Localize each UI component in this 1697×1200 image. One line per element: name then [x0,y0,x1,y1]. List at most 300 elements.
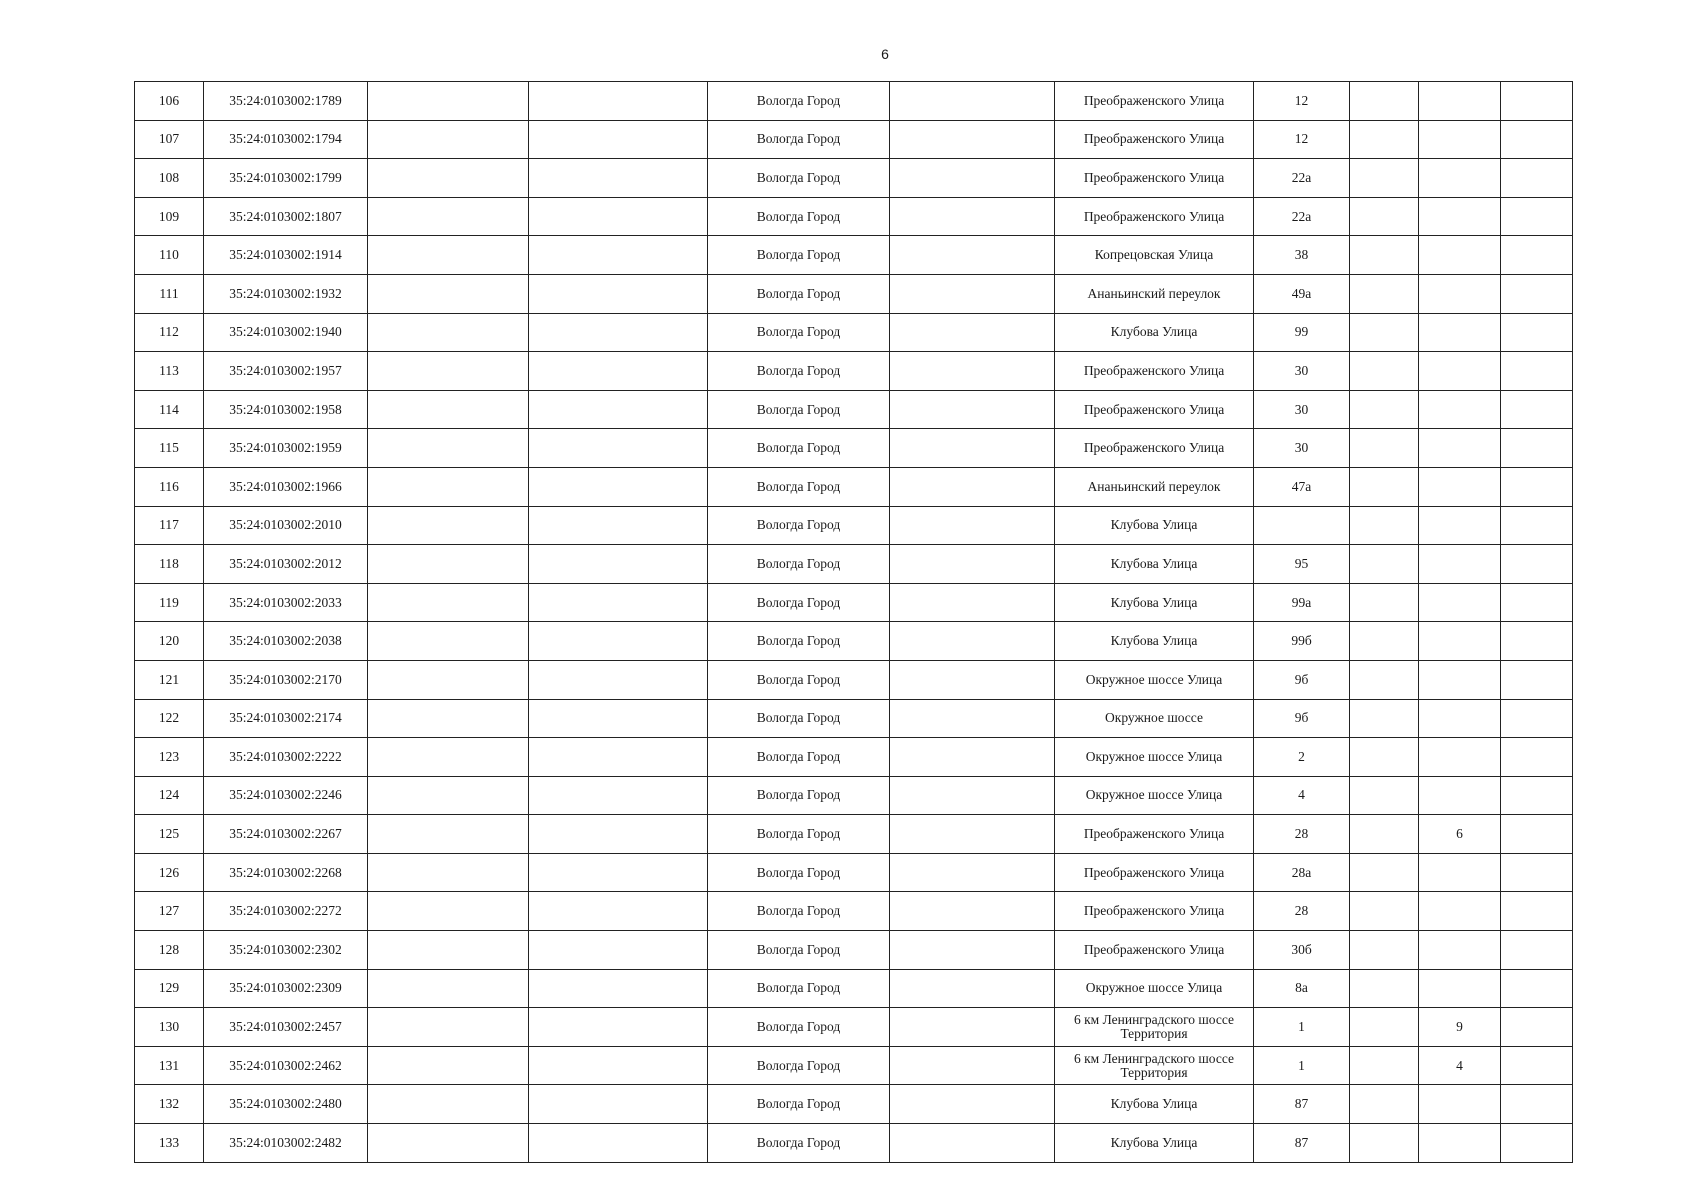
street-cell: Ананьинский переулок [1055,467,1254,506]
locality-cell: Вологда Город [708,313,890,352]
house-number-cell: 87 [1254,1085,1350,1124]
table-row [135,1085,1573,1124]
apartment-cell [1419,1124,1501,1163]
empty-cell-4 [529,776,708,815]
house-number-cell: 47а [1254,467,1350,506]
street-cell: Клубова Улица [1055,313,1254,352]
empty-cell-9 [1350,892,1419,931]
empty-cell-4 [529,1046,708,1085]
empty-cell-4 [529,506,708,545]
apartment-cell [1419,892,1501,931]
empty-cell-6 [890,197,1055,236]
table-body [135,82,1573,1163]
locality-cell: Вологда Город [708,545,890,584]
locality-cell: Вологда Город [708,120,890,159]
table-row [135,467,1573,506]
page-number: 6 [881,46,889,62]
house-number-cell: 87 [1254,1124,1350,1163]
row-number-cell: 109 [135,197,204,236]
empty-cell-9 [1350,776,1419,815]
empty-cell-4 [529,738,708,777]
apartment-cell [1419,738,1501,777]
house-number-cell: 28 [1254,815,1350,854]
cadastral-number-cell: 35:24:0103002:2272 [204,892,368,931]
locality-cell: Вологда Город [708,274,890,313]
empty-cell-11 [1501,506,1573,545]
empty-cell-3 [368,931,529,970]
empty-cell-6 [890,352,1055,391]
street-cell: Преображенского Улица [1055,931,1254,970]
empty-cell-4 [529,82,708,121]
street-cell: Окружное шоссе [1055,699,1254,738]
empty-cell-9 [1350,236,1419,275]
cadastral-number-cell: 35:24:0103002:2012 [204,545,368,584]
empty-cell-11 [1501,313,1573,352]
house-number-cell: 38 [1254,236,1350,275]
cadastral-number-cell: 35:24:0103002:2267 [204,815,368,854]
locality-cell: Вологда Город [708,892,890,931]
house-number-cell: 2 [1254,738,1350,777]
locality-cell: Вологда Город [708,429,890,468]
empty-cell-4 [529,969,708,1008]
table-row [135,313,1573,352]
house-number-cell: 22а [1254,197,1350,236]
table-row [135,815,1573,854]
apartment-cell [1419,467,1501,506]
cadastral-number-cell: 35:24:0103002:2246 [204,776,368,815]
empty-cell-9 [1350,853,1419,892]
cadastral-number-cell: 35:24:0103002:1794 [204,120,368,159]
empty-cell-4 [529,815,708,854]
street-cell: Окружное шоссе Улица [1055,738,1254,777]
empty-cell-9 [1350,313,1419,352]
empty-cell-9 [1350,738,1419,777]
table-row [135,506,1573,545]
apartment-cell [1419,622,1501,661]
cadastral-number-cell: 35:24:0103002:1966 [204,467,368,506]
empty-cell-4 [529,1008,708,1047]
apartment-cell [1419,120,1501,159]
table-row [135,583,1573,622]
locality-cell: Вологда Город [708,1085,890,1124]
cadastral-number-cell: 35:24:0103002:2033 [204,583,368,622]
row-number-cell: 130 [135,1008,204,1047]
empty-cell-11 [1501,583,1573,622]
empty-cell-6 [890,583,1055,622]
empty-cell-6 [890,390,1055,429]
row-number-cell: 128 [135,931,204,970]
empty-cell-3 [368,506,529,545]
empty-cell-4 [529,892,708,931]
table-row [135,699,1573,738]
house-number-cell: 22а [1254,159,1350,198]
empty-cell-6 [890,82,1055,121]
empty-cell-6 [890,853,1055,892]
house-number-cell: 28а [1254,853,1350,892]
street-cell: Преображенского Улица [1055,429,1254,468]
row-number-cell: 108 [135,159,204,198]
empty-cell-11 [1501,931,1573,970]
empty-cell-3 [368,1085,529,1124]
empty-cell-6 [890,738,1055,777]
table-row [135,853,1573,892]
table-row [135,82,1573,121]
locality-cell: Вологда Город [708,931,890,970]
empty-cell-4 [529,467,708,506]
locality-cell: Вологда Город [708,506,890,545]
row-number-cell: 106 [135,82,204,121]
locality-cell: Вологда Город [708,467,890,506]
street-cell: 6 км Ленинградского шоссе Территория [1055,1008,1254,1047]
empty-cell-3 [368,583,529,622]
empty-cell-3 [368,699,529,738]
street-cell: Окружное шоссе Улица [1055,660,1254,699]
row-number-cell: 129 [135,969,204,1008]
empty-cell-9 [1350,274,1419,313]
cadastral-number-cell: 35:24:0103002:1940 [204,313,368,352]
empty-cell-6 [890,467,1055,506]
street-cell: Преображенского Улица [1055,352,1254,391]
empty-cell-6 [890,969,1055,1008]
house-number-cell: 1 [1254,1046,1350,1085]
empty-cell-6 [890,545,1055,584]
empty-cell-6 [890,120,1055,159]
cadastral-number-cell: 35:24:0103002:1959 [204,429,368,468]
empty-cell-11 [1501,197,1573,236]
street-cell: Преображенского Улица [1055,892,1254,931]
empty-cell-4 [529,583,708,622]
row-number-cell: 112 [135,313,204,352]
cadastral-number-cell: 35:24:0103002:2482 [204,1124,368,1163]
street-cell: Окружное шоссе Улица [1055,969,1254,1008]
empty-cell-4 [529,853,708,892]
empty-cell-11 [1501,274,1573,313]
empty-cell-11 [1501,1085,1573,1124]
row-number-cell: 114 [135,390,204,429]
apartment-cell [1419,506,1501,545]
empty-cell-3 [368,120,529,159]
house-number-cell: 8а [1254,969,1350,1008]
table-row [135,776,1573,815]
empty-cell-6 [890,815,1055,854]
cadastral-number-cell: 35:24:0103002:2462 [204,1046,368,1085]
empty-cell-4 [529,390,708,429]
locality-cell: Вологда Город [708,1008,890,1047]
table-row [135,352,1573,391]
row-number-cell: 125 [135,815,204,854]
cadastral-number-cell: 35:24:0103002:1957 [204,352,368,391]
cadastral-number-cell: 35:24:0103002:2480 [204,1085,368,1124]
apartment-cell [1419,390,1501,429]
empty-cell-6 [890,274,1055,313]
empty-cell-11 [1501,815,1573,854]
house-number-cell: 9б [1254,660,1350,699]
empty-cell-3 [368,1046,529,1085]
locality-cell: Вологда Город [708,390,890,429]
empty-cell-6 [890,159,1055,198]
locality-cell: Вологда Город [708,82,890,121]
empty-cell-9 [1350,506,1419,545]
street-cell: Преображенского Улица [1055,159,1254,198]
locality-cell: Вологда Город [708,1046,890,1085]
street-cell: Преображенского Улица [1055,853,1254,892]
cadastral-number-cell: 35:24:0103002:2222 [204,738,368,777]
empty-cell-6 [890,660,1055,699]
empty-cell-6 [890,429,1055,468]
house-number-cell: 99а [1254,583,1350,622]
row-number-cell: 117 [135,506,204,545]
street-cell: Преображенского Улица [1055,197,1254,236]
street-cell: Клубова Улица [1055,545,1254,584]
apartment-cell [1419,699,1501,738]
apartment-cell [1419,313,1501,352]
empty-cell-4 [529,197,708,236]
empty-cell-6 [890,506,1055,545]
empty-cell-9 [1350,82,1419,121]
row-number-cell: 121 [135,660,204,699]
row-number-cell: 133 [135,1124,204,1163]
empty-cell-11 [1501,82,1573,121]
locality-cell: Вологда Город [708,815,890,854]
cadastral-number-cell: 35:24:0103002:2457 [204,1008,368,1047]
empty-cell-9 [1350,969,1419,1008]
empty-cell-3 [368,197,529,236]
empty-cell-4 [529,931,708,970]
empty-cell-6 [890,622,1055,661]
table-row [135,738,1573,777]
empty-cell-6 [890,1046,1055,1085]
locality-cell: Вологда Город [708,738,890,777]
row-number-cell: 115 [135,429,204,468]
cadastral-number-cell: 35:24:0103002:2038 [204,622,368,661]
locality-cell: Вологда Город [708,969,890,1008]
apartment-cell [1419,931,1501,970]
row-number-cell: 116 [135,467,204,506]
empty-cell-11 [1501,390,1573,429]
empty-cell-11 [1501,1124,1573,1163]
table-row [135,1046,1573,1085]
empty-cell-9 [1350,429,1419,468]
empty-cell-3 [368,274,529,313]
table-row [135,1008,1573,1047]
empty-cell-3 [368,892,529,931]
street-cell: Клубова Улица [1055,622,1254,661]
empty-cell-3 [368,815,529,854]
empty-cell-3 [368,660,529,699]
empty-cell-9 [1350,1124,1419,1163]
cadastral-number-cell: 35:24:0103002:2302 [204,931,368,970]
empty-cell-4 [529,274,708,313]
empty-cell-6 [890,931,1055,970]
empty-cell-6 [890,776,1055,815]
empty-cell-9 [1350,815,1419,854]
house-number-cell: 9б [1254,699,1350,738]
table-row [135,236,1573,275]
apartment-cell [1419,1085,1501,1124]
empty-cell-3 [368,236,529,275]
street-cell: Копрецовская Улица [1055,236,1254,275]
row-number-cell: 107 [135,120,204,159]
empty-cell-11 [1501,892,1573,931]
empty-cell-11 [1501,853,1573,892]
empty-cell-4 [529,1085,708,1124]
empty-cell-11 [1501,1008,1573,1047]
empty-cell-6 [890,1085,1055,1124]
house-number-cell: 99 [1254,313,1350,352]
apartment-cell [1419,969,1501,1008]
empty-cell-9 [1350,197,1419,236]
locality-cell: Вологда Город [708,660,890,699]
empty-cell-11 [1501,776,1573,815]
house-number-cell: 95 [1254,545,1350,584]
empty-cell-4 [529,545,708,584]
table-row [135,660,1573,699]
apartment-cell: 9 [1419,1008,1501,1047]
row-number-cell: 124 [135,776,204,815]
empty-cell-11 [1501,622,1573,661]
house-number-cell: 30 [1254,390,1350,429]
street-cell: 6 км Ленинградского шоссе Территория [1055,1046,1254,1085]
locality-cell: Вологда Город [708,583,890,622]
locality-cell: Вологда Город [708,1124,890,1163]
apartment-cell [1419,352,1501,391]
locality-cell: Вологда Город [708,699,890,738]
apartment-cell [1419,545,1501,584]
apartment-cell [1419,82,1501,121]
empty-cell-3 [368,545,529,584]
empty-cell-11 [1501,467,1573,506]
apartment-cell: 4 [1419,1046,1501,1085]
empty-cell-9 [1350,545,1419,584]
empty-cell-4 [529,120,708,159]
empty-cell-11 [1501,429,1573,468]
empty-cell-3 [368,82,529,121]
table-row [135,931,1573,970]
row-number-cell: 123 [135,738,204,777]
street-cell: Преображенского Улица [1055,815,1254,854]
table-row [135,545,1573,584]
locality-cell: Вологда Город [708,853,890,892]
empty-cell-3 [368,1008,529,1047]
apartment-cell [1419,776,1501,815]
table-row [135,1124,1573,1163]
locality-cell: Вологда Город [708,197,890,236]
cadastral-number-cell: 35:24:0103002:2170 [204,660,368,699]
empty-cell-6 [890,1008,1055,1047]
empty-cell-6 [890,1124,1055,1163]
empty-cell-4 [529,699,708,738]
street-cell: Преображенского Улица [1055,120,1254,159]
empty-cell-3 [368,352,529,391]
table-row [135,159,1573,198]
row-number-cell: 111 [135,274,204,313]
table-row [135,120,1573,159]
row-number-cell: 132 [135,1085,204,1124]
cadastral-number-cell: 35:24:0103002:1789 [204,82,368,121]
apartment-cell [1419,274,1501,313]
house-number-cell: 4 [1254,776,1350,815]
street-cell: Преображенского Улица [1055,390,1254,429]
apartment-cell [1419,583,1501,622]
empty-cell-3 [368,853,529,892]
table-row [135,429,1573,468]
row-number-cell: 118 [135,545,204,584]
empty-cell-9 [1350,159,1419,198]
table-row [135,622,1573,661]
empty-cell-9 [1350,699,1419,738]
empty-cell-9 [1350,390,1419,429]
empty-cell-9 [1350,931,1419,970]
row-number-cell: 120 [135,622,204,661]
empty-cell-3 [368,467,529,506]
apartment-cell [1419,660,1501,699]
empty-cell-11 [1501,699,1573,738]
empty-cell-9 [1350,660,1419,699]
empty-cell-6 [890,236,1055,275]
house-number-cell: 99б [1254,622,1350,661]
empty-cell-3 [368,429,529,468]
empty-cell-6 [890,699,1055,738]
house-number-cell: 12 [1254,82,1350,121]
cadastral-number-cell: 35:24:0103002:2309 [204,969,368,1008]
empty-cell-4 [529,429,708,468]
empty-cell-4 [529,1124,708,1163]
apartment-cell [1419,853,1501,892]
house-number-cell: 12 [1254,120,1350,159]
cadastral-number-cell: 35:24:0103002:1932 [204,274,368,313]
empty-cell-11 [1501,236,1573,275]
table-row [135,969,1573,1008]
empty-cell-11 [1501,1046,1573,1085]
row-number-cell: 110 [135,236,204,275]
table-row [135,274,1573,313]
street-cell: Окружное шоссе Улица [1055,776,1254,815]
empty-cell-3 [368,1124,529,1163]
cadastral-number-cell: 35:24:0103002:1799 [204,159,368,198]
empty-cell-11 [1501,545,1573,584]
street-cell: Преображенского Улица [1055,82,1254,121]
locality-cell: Вологда Город [708,159,890,198]
empty-cell-11 [1501,660,1573,699]
empty-cell-3 [368,622,529,661]
table-row [135,197,1573,236]
empty-cell-9 [1350,583,1419,622]
empty-cell-6 [890,313,1055,352]
cadastral-number-cell: 35:24:0103002:2268 [204,853,368,892]
empty-cell-9 [1350,120,1419,159]
locality-cell: Вологда Город [708,622,890,661]
row-number-cell: 126 [135,853,204,892]
empty-cell-9 [1350,1046,1419,1085]
empty-cell-11 [1501,120,1573,159]
empty-cell-11 [1501,969,1573,1008]
street-cell: Клубова Улица [1055,506,1254,545]
house-number-cell: 30 [1254,429,1350,468]
row-number-cell: 119 [135,583,204,622]
street-cell: Ананьинский переулок [1055,274,1254,313]
empty-cell-9 [1350,467,1419,506]
registry-table [134,81,1573,1163]
apartment-cell [1419,236,1501,275]
house-number-cell: 49а [1254,274,1350,313]
cadastral-number-cell: 35:24:0103002:2010 [204,506,368,545]
apartment-cell [1419,429,1501,468]
street-cell: Клубова Улица [1055,583,1254,622]
locality-cell: Вологда Город [708,776,890,815]
row-number-cell: 122 [135,699,204,738]
empty-cell-11 [1501,352,1573,391]
house-number-cell: 30б [1254,931,1350,970]
